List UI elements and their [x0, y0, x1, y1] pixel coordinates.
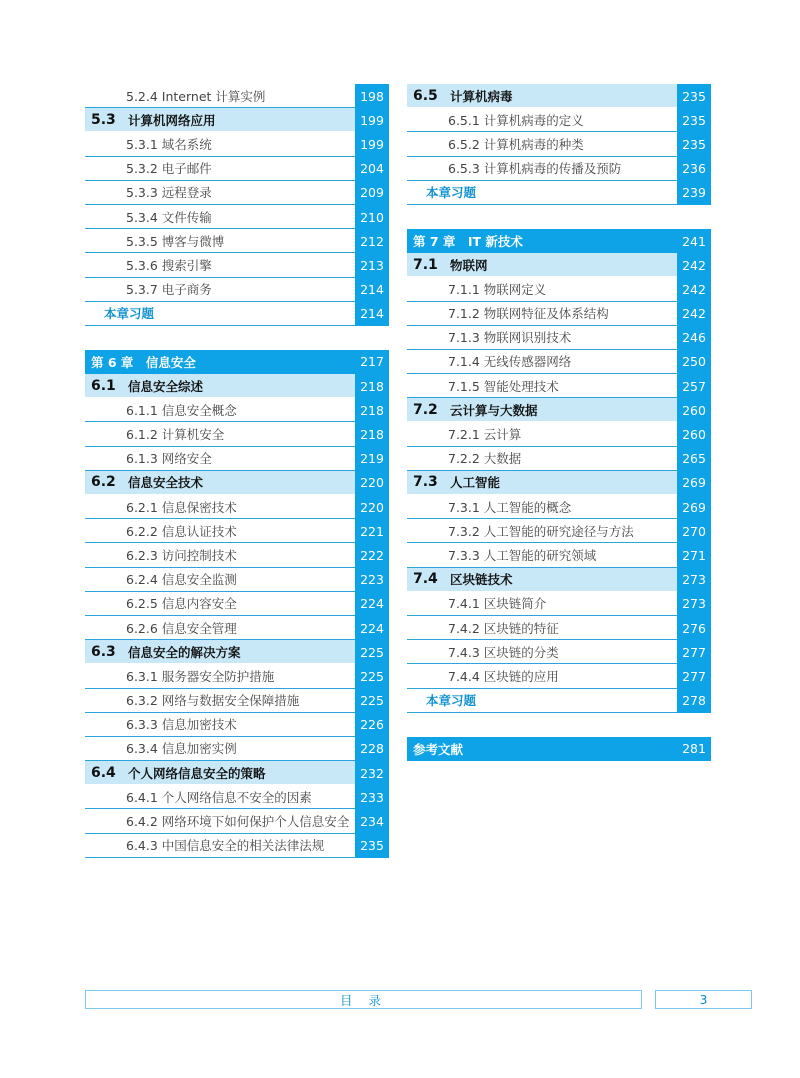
toc-page-number: 226 [355, 713, 389, 737]
toc-page-number: 210 [355, 205, 389, 229]
section-number: 7.2 [413, 401, 438, 418]
section-number: 5.3 [91, 111, 116, 128]
toc-subsection-entry[interactable] [85, 785, 389, 809]
toc-subsection-entry[interactable] [407, 326, 711, 350]
entry-title-text: 本章习题 [426, 693, 477, 709]
toc-entry-title [85, 278, 355, 302]
toc-page-number: 222 [355, 543, 389, 567]
toc-page-number: 218 [355, 374, 389, 398]
toc-entry-title [407, 132, 677, 156]
entry-title-text: 5.3.7 电子商务 [126, 282, 212, 298]
entry-title-text: 5.2.4 Internet 计算实例 [126, 88, 266, 104]
entry-title-text: 6.5.3 计算机病毒的传播及预防 [448, 161, 622, 177]
toc-entry-title [407, 616, 677, 640]
section-number: 7.4 [413, 571, 438, 588]
toc-entry-title [85, 568, 355, 592]
toc-page-number: 273 [677, 592, 711, 616]
toc-subsection-entry[interactable] [407, 495, 711, 519]
entry-title-text: 7.4.4 区块链的应用 [448, 668, 559, 684]
toc-page-number: 278 [677, 689, 711, 713]
entry-title-text: 7.4.3 区块链的分类 [448, 644, 559, 660]
toc-subsection-entry[interactable] [85, 422, 389, 446]
toc-subsection-entry[interactable] [85, 809, 389, 833]
toc-subsection-entry[interactable] [407, 519, 711, 543]
toc-section-entry[interactable] [85, 761, 389, 785]
toc-subsection-entry[interactable] [85, 278, 389, 302]
toc-page-number: 260 [677, 398, 711, 422]
toc-section-entry[interactable] [407, 398, 711, 422]
toc-entry-title [85, 761, 355, 785]
toc-entry-title [407, 543, 677, 567]
entry-title-text: 6.4.2 网络环境下如何保护个人信息安全 [126, 814, 350, 830]
toc-page-number: 239 [677, 181, 711, 205]
toc-section-entry[interactable] [407, 568, 711, 592]
entry-title-text: 6.5.2 计算机病毒的种类 [448, 136, 584, 152]
toc-page-number: 276 [677, 616, 711, 640]
entry-title-text: 6.1.2 计算机安全 [126, 427, 225, 443]
toc-entry-title [85, 350, 355, 374]
toc-entry-title [85, 616, 355, 640]
toc-entry-title [407, 181, 677, 205]
toc-subsection-entry[interactable] [407, 640, 711, 664]
toc-page-number: 199 [355, 132, 389, 156]
toc-page-number: 265 [677, 447, 711, 471]
toc-entry-title [85, 689, 355, 713]
toc-entry-title [407, 447, 677, 471]
toc-entry-title [407, 277, 677, 301]
entry-title-text: 7.4.2 区块链的特征 [448, 620, 559, 636]
toc-entry-title [85, 664, 355, 688]
toc-subsection-entry[interactable] [85, 229, 389, 253]
toc-subsection-entry[interactable] [85, 132, 389, 156]
toc-page-number: 235 [677, 108, 711, 132]
toc-entry-title [407, 422, 677, 446]
toc-subsection-entry[interactable] [407, 664, 711, 688]
entry-title-text: 本章习题 [426, 185, 477, 201]
entry-title-text: 6.2.1 信息保密技术 [126, 499, 237, 515]
toc-entry-title [407, 664, 677, 688]
entry-title-text: 5.3.6 搜索引擎 [126, 257, 212, 273]
toc-section-entry[interactable] [85, 640, 389, 664]
entry-title-text: 7.2.1 云计算 [448, 427, 522, 443]
section-number: 6.2 [91, 474, 116, 491]
entry-title-text: 物联网 [450, 257, 488, 273]
toc-section-entry[interactable] [85, 108, 389, 132]
entry-title-text: 人工智能 [450, 475, 501, 491]
toc-subsection-entry[interactable] [85, 664, 389, 688]
entry-title-text: 第 7 章 IT 新技术 [413, 234, 523, 250]
toc-subsection-entry[interactable] [407, 422, 711, 446]
toc-subsection-entry[interactable] [407, 302, 711, 326]
toc-entry-title [407, 471, 677, 495]
entry-title-text: 参考文献 [413, 741, 464, 757]
footer-title: 目 录 [85, 990, 642, 1009]
entry-title-text: 7.3.1 人工智能的概念 [448, 499, 572, 515]
toc-subsection-entry[interactable] [407, 350, 711, 374]
toc-page-number: 228 [355, 737, 389, 761]
entry-title-text: 信息安全综述 [128, 378, 204, 394]
toc-entry-title [407, 108, 677, 132]
toc-subsection-entry[interactable] [85, 181, 389, 205]
toc-page-number: 233 [355, 785, 389, 809]
toc-entry-title [85, 592, 355, 616]
entry-title-text: 信息安全的解决方案 [128, 644, 241, 660]
entry-title-text: 7.1.3 物联网识别技术 [448, 330, 572, 346]
toc-page-number: 277 [677, 664, 711, 688]
toc-page-number: 232 [355, 761, 389, 785]
toc-entry-title [407, 495, 677, 519]
toc-page-number: 199 [355, 108, 389, 132]
toc-references-entry[interactable] [407, 737, 711, 761]
section-number: 7.3 [413, 474, 438, 491]
toc-entry-title [407, 374, 677, 398]
toc-page-number: 224 [355, 592, 389, 616]
toc-entry-title [85, 205, 355, 229]
toc-page-number: 260 [677, 422, 711, 446]
entry-title-text: 个人网络信息安全的策略 [128, 765, 266, 781]
entry-title-text: 6.3.4 信息加密实例 [126, 741, 237, 757]
toc-entry-title [407, 229, 677, 253]
toc-page-number: 269 [677, 471, 711, 495]
section-gap [407, 205, 711, 229]
entry-title-text: 本章习题 [104, 306, 155, 322]
toc-page-number: 220 [355, 471, 389, 495]
toc-subsection-entry[interactable] [407, 374, 711, 398]
toc-page-number: 218 [355, 422, 389, 446]
entry-title-text: 6.3.2 网络与数据安全保障措施 [126, 693, 300, 709]
toc-entry-title [407, 157, 677, 181]
entry-title-text: 6.2.3 访问控制技术 [126, 547, 237, 563]
toc-entry-title [407, 519, 677, 543]
entry-title-text: 5.3.1 域名系统 [126, 136, 212, 152]
toc-section-entry[interactable] [85, 471, 389, 495]
entry-title-text: 5.3.5 博客与微博 [126, 233, 225, 249]
entry-title-text: 6.1.3 网络安全 [126, 451, 212, 467]
toc-page-number: 281 [682, 741, 706, 757]
toc-page-number: 250 [677, 350, 711, 374]
toc-section-entry[interactable] [407, 471, 711, 495]
toc-entry-title [407, 689, 677, 713]
toc-page-number: 270 [677, 519, 711, 543]
toc-section-entry[interactable] [407, 84, 711, 108]
toc-entry-title [85, 519, 355, 543]
toc-page-number: 235 [677, 132, 711, 156]
toc-entry-title [85, 302, 355, 326]
toc-subsection-entry[interactable] [85, 447, 389, 471]
toc-entry-title [85, 84, 355, 108]
toc-left-column [85, 84, 389, 858]
toc-entry-title [85, 229, 355, 253]
entry-title-text: 7.3.3 人工智能的研究领域 [448, 547, 597, 563]
toc-entry-title [407, 737, 677, 761]
toc-subsection-entry[interactable] [407, 592, 711, 616]
toc-entry-title [85, 181, 355, 205]
entry-title-text: 信息安全技术 [128, 475, 204, 491]
toc-page-number: 242 [677, 302, 711, 326]
entry-title-text: 7.3.2 人工智能的研究途径与方法 [448, 523, 634, 539]
entry-title-text: 5.3.2 电子邮件 [126, 161, 212, 177]
toc-entry-title [407, 253, 677, 277]
toc-subsection-entry[interactable] [85, 592, 389, 616]
toc-subsection-entry[interactable] [85, 737, 389, 761]
toc-exercise-entry[interactable] [407, 689, 711, 713]
toc-page-number: 269 [677, 495, 711, 519]
toc-page-number: 219 [355, 447, 389, 471]
section-number: 7.1 [413, 256, 438, 273]
entry-title-text: 7.1.2 物联网特征及体系结构 [448, 306, 609, 322]
toc-subsection-entry[interactable] [85, 398, 389, 422]
toc-subsection-entry[interactable] [407, 157, 711, 181]
toc-entry-title [85, 108, 355, 132]
toc-subsection-entry[interactable] [85, 205, 389, 229]
entry-title-text: 7.4.1 区块链简介 [448, 596, 547, 612]
toc-page-number: 235 [355, 834, 389, 858]
toc-entry-title [407, 84, 677, 108]
entry-title-text: 5.3.3 远程登录 [126, 185, 212, 201]
entry-title-text: 7.1.4 无线传感器网络 [448, 354, 572, 370]
toc-entry-title [85, 495, 355, 519]
entry-title-text: 6.2.2 信息认证技术 [126, 523, 237, 539]
toc-page-number: 209 [355, 181, 389, 205]
toc-entry-title [85, 834, 355, 858]
toc-right-column [407, 84, 711, 761]
toc-page-number: 214 [355, 302, 389, 326]
toc-page-number: 218 [355, 398, 389, 422]
toc-page-number: 277 [677, 640, 711, 664]
toc-page-number: 214 [355, 278, 389, 302]
toc-subsection-entry[interactable] [407, 277, 711, 301]
toc-subsection-entry[interactable] [85, 713, 389, 737]
toc-section-entry[interactable] [85, 374, 389, 398]
toc-entry-title [85, 713, 355, 737]
toc-page-number: 213 [355, 253, 389, 277]
toc-subsection-entry[interactable] [85, 689, 389, 713]
section-number: 6.1 [91, 377, 116, 394]
toc-subsection-entry[interactable] [407, 543, 711, 567]
toc-entry-title [407, 640, 677, 664]
toc-page-number: 224 [355, 616, 389, 640]
entry-title-text: 6.3.1 服务器安全防护措施 [126, 668, 275, 684]
toc-entry-title [85, 157, 355, 181]
toc-entry-title [407, 302, 677, 326]
toc-entry-title [85, 132, 355, 156]
toc-section-entry[interactable] [407, 253, 711, 277]
toc-subsection-entry[interactable] [85, 543, 389, 567]
toc-chapter-entry[interactable] [85, 350, 389, 374]
section-number: 6.3 [91, 643, 116, 660]
entry-title-text: 第 6 章 信息安全 [91, 354, 196, 370]
entry-title-text: 6.2.6 信息安全管理 [126, 620, 237, 636]
toc-page-number: 242 [677, 253, 711, 277]
entry-title-text: 计算机病毒 [450, 88, 513, 104]
entry-title-text: 6.1.1 信息安全概念 [126, 402, 237, 418]
toc-page-number: 241 [682, 233, 706, 249]
toc-page-number: 273 [677, 568, 711, 592]
toc-subsection-entry[interactable] [407, 108, 711, 132]
toc-page-number: 225 [355, 664, 389, 688]
toc-entry-title [85, 640, 355, 664]
entry-title-text: 7.2.2 大数据 [448, 451, 522, 467]
toc-entry-title [407, 568, 677, 592]
toc-subsection-entry[interactable] [85, 495, 389, 519]
toc-page-number: 234 [355, 809, 389, 833]
toc-subsection-entry[interactable] [85, 84, 389, 108]
toc-subsection-entry[interactable] [85, 834, 389, 858]
toc-page-number: 242 [677, 277, 711, 301]
toc-page-number: 223 [355, 568, 389, 592]
entry-title-text: 计算机网络应用 [128, 112, 216, 128]
entry-title-text: 5.3.4 文件传输 [126, 209, 212, 225]
toc-subsection-entry[interactable] [85, 157, 389, 181]
toc-entry-title [407, 592, 677, 616]
toc-entry-title [407, 398, 677, 422]
toc-page-number: 204 [355, 157, 389, 181]
toc-page-number: 236 [677, 157, 711, 181]
toc-entry-title [85, 447, 355, 471]
toc-subsection-entry[interactable] [407, 616, 711, 640]
entry-title-text: 6.2.5 信息内容安全 [126, 596, 237, 612]
toc-exercise-entry[interactable] [407, 181, 711, 205]
toc-page-number: 221 [355, 519, 389, 543]
toc-page-number: 235 [677, 84, 711, 108]
toc-page-number: 271 [677, 543, 711, 567]
toc-subsection-entry[interactable] [85, 616, 389, 640]
toc-page-number: 198 [355, 84, 389, 108]
toc-entry-title [407, 350, 677, 374]
footer-page-number: 3 [655, 990, 752, 1009]
entry-title-text: 6.4.1 个人网络信息不安全的因素 [126, 789, 312, 805]
toc-entry-title [85, 374, 355, 398]
entry-title-text: 6.4.3 中国信息安全的相关法律法规 [126, 838, 325, 854]
toc-entry-title [85, 785, 355, 809]
entry-title-text: 6.5.1 计算机病毒的定义 [448, 112, 584, 128]
toc-page-number: 217 [360, 354, 384, 370]
entry-title-text: 7.1.5 智能处理技术 [448, 378, 559, 394]
entry-title-text: 7.1.1 物联网定义 [448, 281, 547, 297]
toc-subsection-entry[interactable] [85, 253, 389, 277]
toc-entry-title [85, 398, 355, 422]
toc-page-number: 225 [355, 640, 389, 664]
toc-subsection-entry[interactable] [85, 568, 389, 592]
toc-entry-title [85, 253, 355, 277]
toc-entry-title [407, 326, 677, 350]
entry-title-text: 区块链技术 [450, 572, 513, 588]
toc-page-number: 212 [355, 229, 389, 253]
toc-entry-title [85, 422, 355, 446]
toc-subsection-entry[interactable] [407, 447, 711, 471]
entry-title-text: 云计算与大数据 [450, 402, 538, 418]
toc-page-number: 246 [677, 326, 711, 350]
entry-title-text: 6.3.3 信息加密技术 [126, 717, 237, 733]
toc-page-number: 225 [355, 689, 389, 713]
toc-chapter-entry[interactable] [407, 229, 711, 253]
section-gap [85, 326, 389, 350]
toc-entry-title [85, 471, 355, 495]
section-number: 6.4 [91, 764, 116, 781]
toc-page-number: 257 [677, 374, 711, 398]
entry-title-text: 6.2.4 信息安全监测 [126, 572, 237, 588]
toc-page-number: 220 [355, 495, 389, 519]
toc-subsection-entry[interactable] [85, 519, 389, 543]
toc-subsection-entry[interactable] [407, 132, 711, 156]
toc-entry-title [85, 543, 355, 567]
toc-entry-title [85, 809, 355, 833]
section-number: 6.5 [413, 87, 438, 104]
toc-entry-title [85, 737, 355, 761]
toc-exercise-entry[interactable] [85, 302, 389, 326]
